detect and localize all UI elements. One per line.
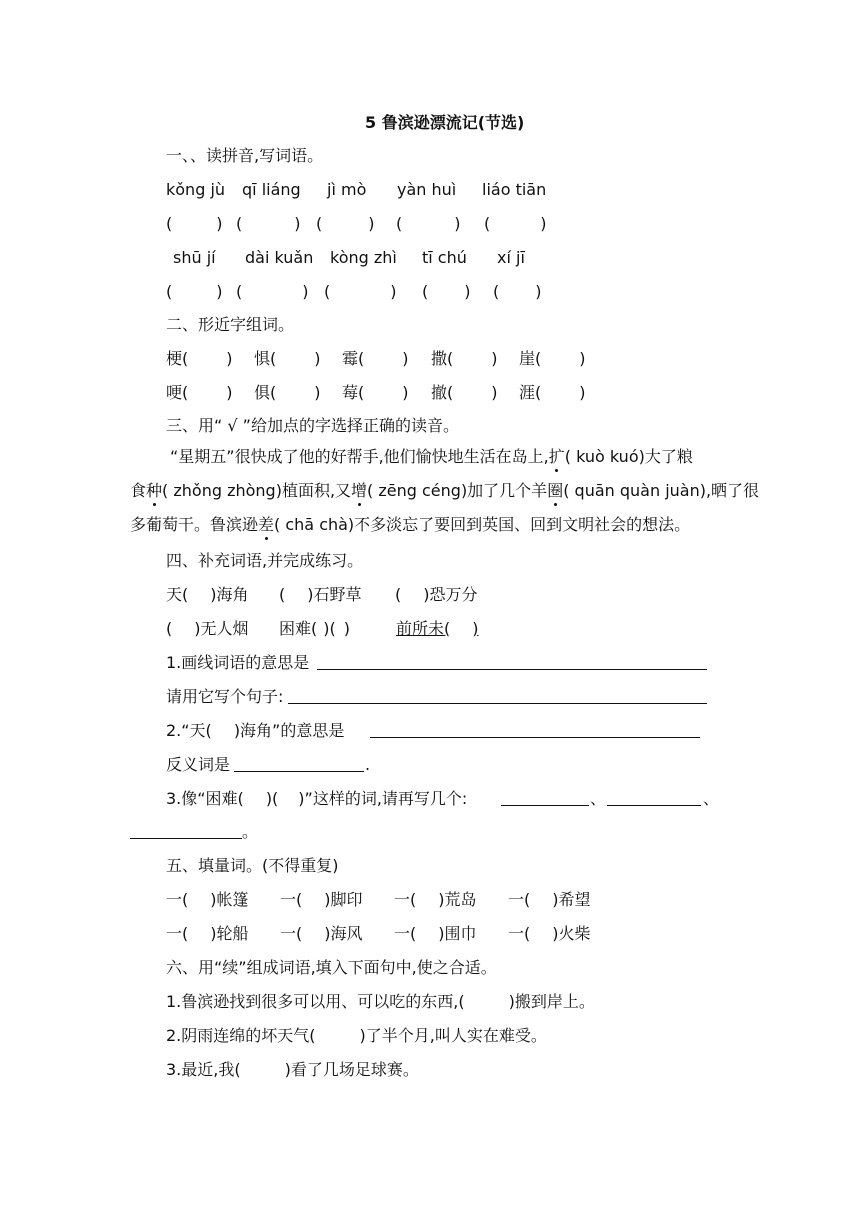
measure-item[interactable]: 一( )火柴 <box>508 924 591 943</box>
idiom-item[interactable]: 困难( )( ) <box>279 619 350 638</box>
section-2-heading: 二、形近字组词。 <box>166 315 295 334</box>
answer-blank[interactable]: ( ) <box>236 282 309 301</box>
pinyin-item: qī liáng <box>242 180 301 199</box>
passage-line: 食种( zhǒng zhòng)植面积,又增( zēng céng)加了几个羊圈( quān quàn juàn),晒了很 <box>130 481 760 500</box>
measure-item[interactable]: 一( )围巾 <box>394 924 477 943</box>
pinyin-item: liáo tiān <box>482 180 547 199</box>
pinyin-item: kòng zhì <box>330 248 397 267</box>
dotted-char: 增 <box>351 481 368 500</box>
page-title: 5 鲁滨逊漂流记(节选) <box>365 113 525 132</box>
pinyin-item: dài kuǎn <box>245 248 314 267</box>
char-item[interactable]: 莓( ) <box>342 383 409 402</box>
char-item[interactable]: 哽( ) <box>166 383 233 402</box>
sentence-2[interactable]: 2.阴雨连绵的坏天气( )了半个月,叫人实在难受。 <box>166 1026 547 1045</box>
measure-item[interactable]: 一( )轮船 <box>166 924 249 943</box>
answer-line[interactable] <box>234 755 364 772</box>
measure-item[interactable]: 一( )希望 <box>508 890 591 909</box>
dotted-char: 扩 <box>548 447 565 466</box>
char-item[interactable]: 梗( ) <box>166 349 233 368</box>
question-2: 2.“天( )海角”的意思是 <box>166 721 345 740</box>
question-1b: 请用它写个句子: <box>166 687 284 706</box>
period: . <box>365 755 371 774</box>
char-item[interactable]: 撤( ) <box>431 383 498 402</box>
sentence-1[interactable]: 1.鲁滨逊找到很多可以用、可以吃的东西,( )搬到岸上。 <box>166 992 595 1011</box>
section-1-heading: 一、、读拼音,写词语。 <box>166 146 324 165</box>
answer-line[interactable] <box>501 789 589 806</box>
section-4-heading: 四、补充词语,并完成练习。 <box>166 551 364 570</box>
idiom-item[interactable]: ( )石野草 <box>279 585 362 604</box>
question-3: 3.像“困难( )( )”这样的词,请再写几个: <box>166 789 468 808</box>
char-item[interactable]: 撒( ) <box>431 349 498 368</box>
section-3-heading: 三、用“ √ ”给加点的字选择正确的读音。 <box>166 416 459 435</box>
separator: 、 <box>590 789 607 808</box>
dotted-char: 差 <box>258 515 275 534</box>
separator: 、 <box>703 789 720 808</box>
pinyin-item: xí jī <box>497 248 525 267</box>
period: 。 <box>242 822 259 841</box>
answer-blank[interactable]: ( ) <box>396 214 461 233</box>
answer-blank[interactable]: ( ) <box>324 282 397 301</box>
answer-blank[interactable]: ( ) <box>316 214 375 233</box>
section-6-heading: 六、用“续”组成词语,填入下面句中,使之合适。 <box>166 958 497 977</box>
answer-blank[interactable]: ( ) <box>236 214 301 233</box>
underlined-idiom[interactable]: 前所未( ) <box>396 619 479 638</box>
char-item[interactable]: 霉( ) <box>342 349 409 368</box>
answer-blank[interactable]: ( ) <box>484 214 547 233</box>
pinyin-item: kǒng jù <box>166 180 226 199</box>
passage-line: 多葡萄干。鲁滨逊差( chā chà)不多淡忘了要回到英国、回到文明社会的想法。 <box>130 515 691 534</box>
answer-blank[interactable]: ( ) <box>166 214 223 233</box>
measure-item[interactable]: 一( )海风 <box>280 924 363 943</box>
measure-item[interactable]: 一( )脚印 <box>280 890 363 909</box>
answer-line[interactable] <box>130 822 242 839</box>
question-1: 1.画线词语的意思是 <box>166 653 310 672</box>
char-item[interactable]: 俱( ) <box>254 383 321 402</box>
measure-item[interactable]: 一( )帐篷 <box>166 890 249 909</box>
char-item[interactable]: 惧( ) <box>254 349 321 368</box>
section-5-heading: 五、填量词。(不得重复) <box>166 856 339 875</box>
answer-blank[interactable]: ( ) <box>493 282 542 301</box>
idiom-item[interactable]: ( )恐万分 <box>395 585 478 604</box>
answer-line[interactable] <box>607 789 701 806</box>
pinyin-item: yàn huì <box>397 180 457 199</box>
dotted-char: 种 <box>146 481 163 500</box>
answer-line[interactable] <box>288 687 707 704</box>
answer-blank[interactable]: ( ) <box>422 282 471 301</box>
sentence-3[interactable]: 3.最近,我( )看了几场足球赛。 <box>166 1060 419 1079</box>
measure-item[interactable]: 一( )荒岛 <box>394 890 477 909</box>
char-item[interactable]: 涯( ) <box>519 383 586 402</box>
dotted-char: 圈 <box>547 481 564 500</box>
char-item[interactable]: 崖( ) <box>519 349 586 368</box>
pinyin-item: jì mò <box>327 180 367 199</box>
pinyin-item: shū jí <box>173 248 216 267</box>
answer-blank[interactable]: ( ) <box>166 282 223 301</box>
passage-line: “星期五”很快成了他的好帮手,他们愉快地生活在岛上,扩( kuò kuó)大了粮 <box>170 447 693 466</box>
question-2c: 反义词是 <box>166 755 231 774</box>
idiom-item[interactable]: ( )无人烟 <box>166 619 249 638</box>
pinyin-item: tī chú <box>422 248 467 267</box>
idiom-item[interactable]: 天( )海角 <box>166 585 249 604</box>
answer-line[interactable] <box>317 653 707 670</box>
answer-line[interactable] <box>370 721 700 738</box>
